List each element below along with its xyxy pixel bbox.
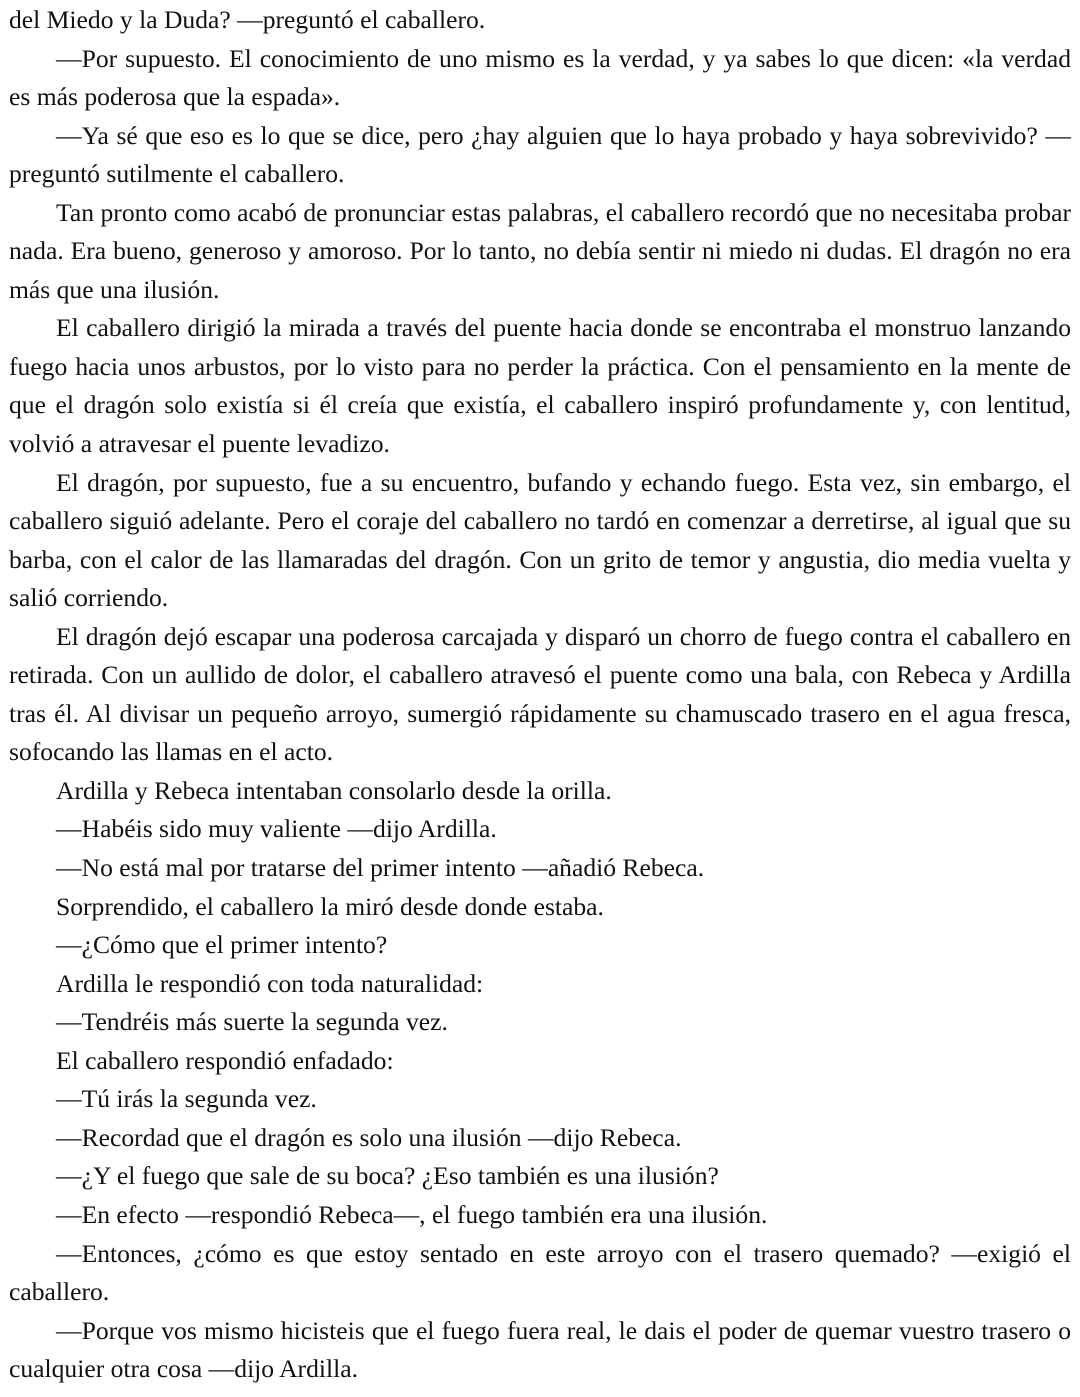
dialogue-line: —¿Cómo que el primer intento?: [56, 930, 388, 960]
paragraph: —Por supuesto. El conocimiento de uno mismo es la verdad, y ya sabes lo que dicen: «la verdad es más poderosa que la espada».: [9, 43, 1071, 112]
dialogue-line: —Habéis sido muy valiente —dijo Ardilla.: [56, 814, 497, 844]
dialogue-line: —Tendréis más suerte la segunda vez.: [56, 1007, 448, 1037]
paragraph: El caballero respondió enfadado:: [56, 1045, 394, 1075]
dialogue-line: —¿Y el fuego que sale de su boca? ¿Eso también es una ilusión?: [56, 1161, 719, 1191]
dialogue-line: —No está mal por tratarse del primer intento —añadió Rebeca.: [56, 853, 705, 883]
paragraph: Tan pronto como acabó de pronunciar estas palabras, el caballero recordó que no necesitaba probar nada. Era bueno, generoso y amoroso. Por lo tanto, no debía sentir ni miedo ni dudas. El dragón no era más que una ilusión.: [9, 197, 1071, 304]
paragraph: Sorprendido, el caballero la miró desde donde estaba.: [56, 891, 604, 921]
paragraph: El dragón dejó escapar una poderosa carcajada y disparó un chorro de fuego contra el caballero en retirada. Con un aullido de dolor, el caballero atravesó el puente como una bala, con Rebeca y Ardilla tras él. Al divisar un pequeño arroyo, sumergió rápidamente su chamuscado trasero en el agua fresca, sofocando las llamas en el acto.: [9, 621, 1071, 767]
dialogue-line: —Porque vos mismo hicisteis que el fuego fuera real, le dais el poder de quemar vuestro trasero o cualquier otra cosa —dijo Ardilla.: [9, 1315, 1071, 1384]
document-page: [9, 1, 1071, 1389]
paragraph: —Ya sé que eso es lo que se dice, pero ¿hay alguien que lo haya probado y haya sobrevivido? —preguntó sutilmente el caballero.: [9, 120, 1071, 189]
dialogue-line: —Tú irás la segunda vez.: [56, 1084, 317, 1114]
paragraph: del Miedo y la Duda? —preguntó el caballero.: [9, 5, 486, 34]
paragraph: El caballero dirigió la mirada a través del puente hacia donde se encontraba el monstruo lanzando fuego hacia unos arbustos, por lo visto para no perder la práctica. Con el pensamiento en la mente de que el dragón solo existía si él creía que existía, el caballero inspiró profundamente y, con lentitud, volvió a atravesar el puente levadizo.: [9, 313, 1071, 459]
paragraph: Ardilla le respondió con toda naturalidad:: [56, 968, 484, 998]
dialogue-line: —Entonces, ¿cómo es que estoy sentado en este arroyo con el trasero quemado? —exigió el caballero.: [9, 1238, 1071, 1307]
dialogue-line: —Recordad que el dragón es solo una ilusión —dijo Rebeca.: [56, 1122, 682, 1152]
paragraph: El dragón, por supuesto, fue a su encuentro, bufando y echando fuego. Esta vez, sin embargo, el caballero siguió adelante. Pero el coraje del caballero no tardó en comenzar a derretirse, al igual que su barba, con el calor de las llamaradas del dragón. Con un grito de temor y angustia, dio media vuelta y salió corriendo.: [9, 467, 1071, 613]
paragraph: Ardilla y Rebeca intentaban consolarlo desde la orilla.: [56, 775, 612, 805]
dialogue-line: —En efecto —respondió Rebeca—, el fuego también era una ilusión.: [56, 1199, 768, 1229]
